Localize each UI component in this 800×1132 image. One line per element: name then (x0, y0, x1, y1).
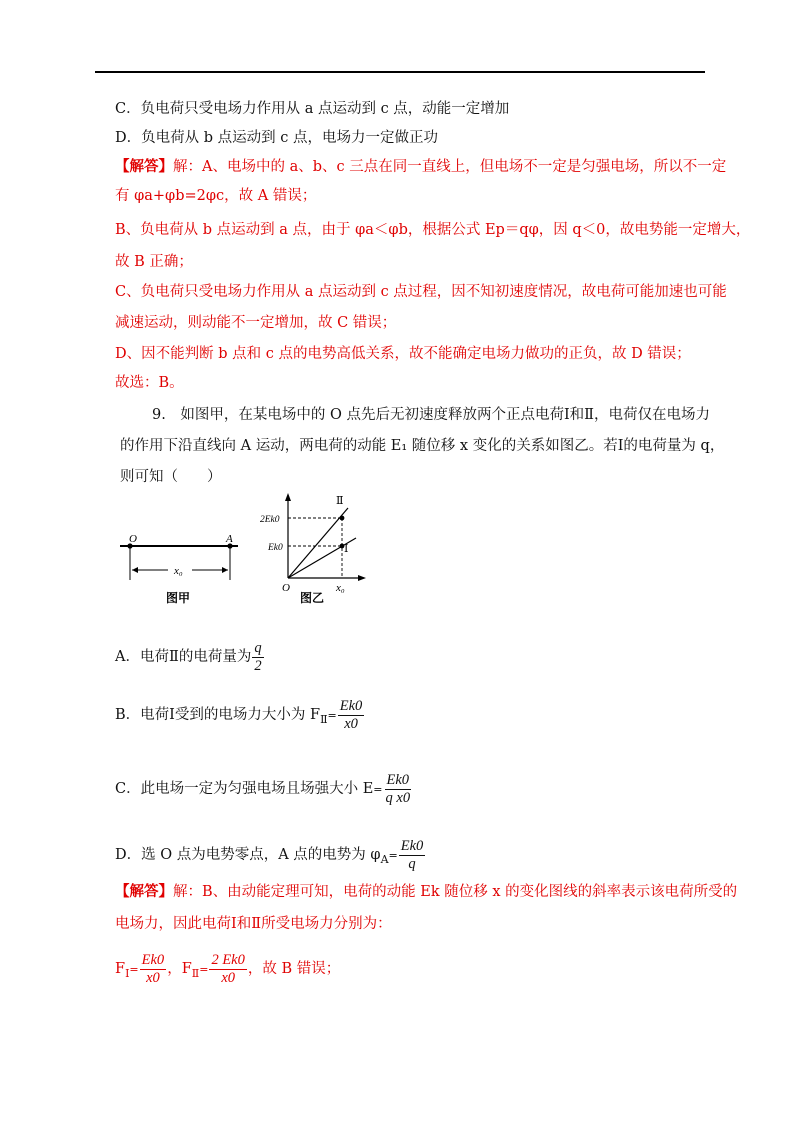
jia-label-a: A (226, 533, 233, 545)
option-d-text: D．选 O 点为电势零点，A 点的电势为 φ (115, 847, 381, 864)
option-a-den: 2 (254, 657, 262, 674)
yi-label-line-i: Ⅰ (344, 543, 349, 555)
option-c-q8: C．负电荷只受电场力作用从 a 点运动到 c 点，动能一定增加 (115, 101, 510, 117)
answer9-tag: 【解答】 (115, 883, 173, 900)
option-b-den: x0 (344, 715, 358, 732)
option-d-fraction (399, 838, 426, 872)
answer9-f1-sub: Ⅰ (125, 967, 130, 981)
jia-label-x0: x₀ (174, 565, 183, 577)
answer9-line1 (115, 882, 737, 902)
answer8-text1: 解：A、电场中的 a、b、c 三点在同一直线上，但电场不一定是匀强电场，所以不一定 (173, 159, 727, 175)
answer-tag: 【解答】 (115, 158, 173, 175)
yi-y-arrow (285, 493, 291, 501)
option-c-num: Ek0 (386, 772, 410, 788)
yi-label-origin: O (282, 582, 290, 594)
question9-line2: 的作用下沿直线向 A 运动，两电荷的动能 E₁ 随位移 x 变化的关系如图乙。若Ⅰ的电荷量为 q， (120, 438, 725, 454)
option-c-text: C．此电场一定为匀强电场且场强大小 E (115, 781, 374, 798)
yi-label-line-ii: Ⅱ (336, 495, 344, 507)
answer8-line4: 故 B 正确； (115, 254, 193, 270)
answer9-tail: ，故 B 错误； (247, 961, 341, 978)
option-a-text: A．电荷Ⅱ的电荷量为 (115, 649, 252, 666)
figure-diagram (110, 488, 370, 618)
answer9-f2-num: 2 Ek0 (211, 952, 245, 968)
answer9-f1-den: x0 (146, 969, 160, 986)
figure-jia (120, 533, 238, 605)
jia-label-o: O (129, 533, 137, 545)
yi-caption: 图乙 (300, 591, 325, 605)
option-d-eq: = (388, 849, 398, 863)
yi-label-ek0: Ek0 (268, 543, 283, 553)
option-d-den: q (408, 855, 416, 872)
question9-line1: 9. 如图甲，在某电场中的 O 点先后无初速度释放两个正点电荷Ⅰ和Ⅱ，电荷仅在电场力 (152, 407, 711, 423)
yi-x-arrow (358, 575, 366, 581)
option-d-sub: A (380, 853, 389, 867)
answer9-f1: F (115, 961, 126, 978)
jia-arrow-right (222, 567, 228, 573)
answer9-f2: F (181, 961, 192, 978)
figure-yi (260, 493, 366, 605)
answer8-line7: D、因不能判断 b 点和 c 点的电势高低关系，故不能确定电场力做功的正负，故 D 错误； (115, 346, 691, 362)
answer9-sep: ， (167, 961, 182, 978)
option-b-sub: Ⅱ (320, 713, 328, 727)
answer9-f2-eq: = (199, 963, 209, 977)
option-d-num: Ek0 (400, 838, 424, 854)
option-a-num: q (254, 640, 262, 656)
answer8-line6: 减速运动，则动能不一定增加，故 C 错误； (115, 315, 397, 331)
option-a-q9 (115, 640, 265, 674)
answer9-line2: 电场力，因此电荷Ⅰ和Ⅱ所受电场力分别为： (115, 916, 392, 932)
answer8-line3: B、负电荷从 b 点运动到 a 点，由于 φa＜φb，根据公式 Ep＝qφ，因 q＜0，故电势能一定增大， (115, 222, 751, 238)
option-b-fraction (338, 698, 365, 732)
answer8-line2: 有 φa+φb=2φc，故 A 错误； (115, 188, 317, 204)
option-c-fraction (384, 772, 413, 806)
answer8-line8: 故选：B。 (115, 375, 184, 391)
option-a-fraction (252, 640, 263, 674)
yi-label-x0: x₀ (336, 582, 345, 594)
yi-point-ii (340, 516, 345, 521)
option-c-eq: = (373, 783, 383, 797)
option-d-q9 (115, 838, 426, 872)
answer8-line1 (115, 157, 726, 177)
option-b-q9 (115, 698, 365, 732)
yi-line-ii (288, 508, 348, 578)
option-d-q8: D．负电荷从 b 点运动到 c 点，电场力一定做正功 (115, 130, 438, 146)
option-c-den: q x0 (385, 789, 411, 806)
answer9-f2-fraction (209, 952, 246, 986)
option-b-eq: = (327, 709, 337, 723)
option-b-num: Ek0 (339, 698, 363, 714)
option-b-text: B．电荷Ⅰ受到的电场力大小为 F (115, 707, 321, 724)
header-rule (95, 71, 705, 73)
option-c-q9 (115, 772, 413, 806)
jia-caption: 图甲 (166, 591, 191, 605)
answer9-f2-sub: Ⅱ (191, 967, 200, 981)
answer9-formula (115, 952, 340, 986)
answer9-text1: 解：B、由动能定理可知，电荷的动能 Ek 随位移 x 的变化图线的斜率表示该电荷所受的 (173, 884, 738, 900)
jia-arrow-left (132, 567, 138, 573)
question9-line3: 则可知（ ） (120, 469, 222, 485)
answer9-f1-num: Ek0 (141, 952, 165, 968)
answer9-f2-den: x0 (221, 969, 235, 986)
answer8-line5: C、负电荷只受电场力作用从 a 点运动到 c 点过程，因不知初速度情况，故电荷可能加速也可能 (115, 284, 727, 300)
answer9-f1-fraction (140, 952, 167, 986)
yi-label-2ek0: 2Ek0 (260, 515, 280, 525)
answer9-f1-eq: = (129, 963, 139, 977)
